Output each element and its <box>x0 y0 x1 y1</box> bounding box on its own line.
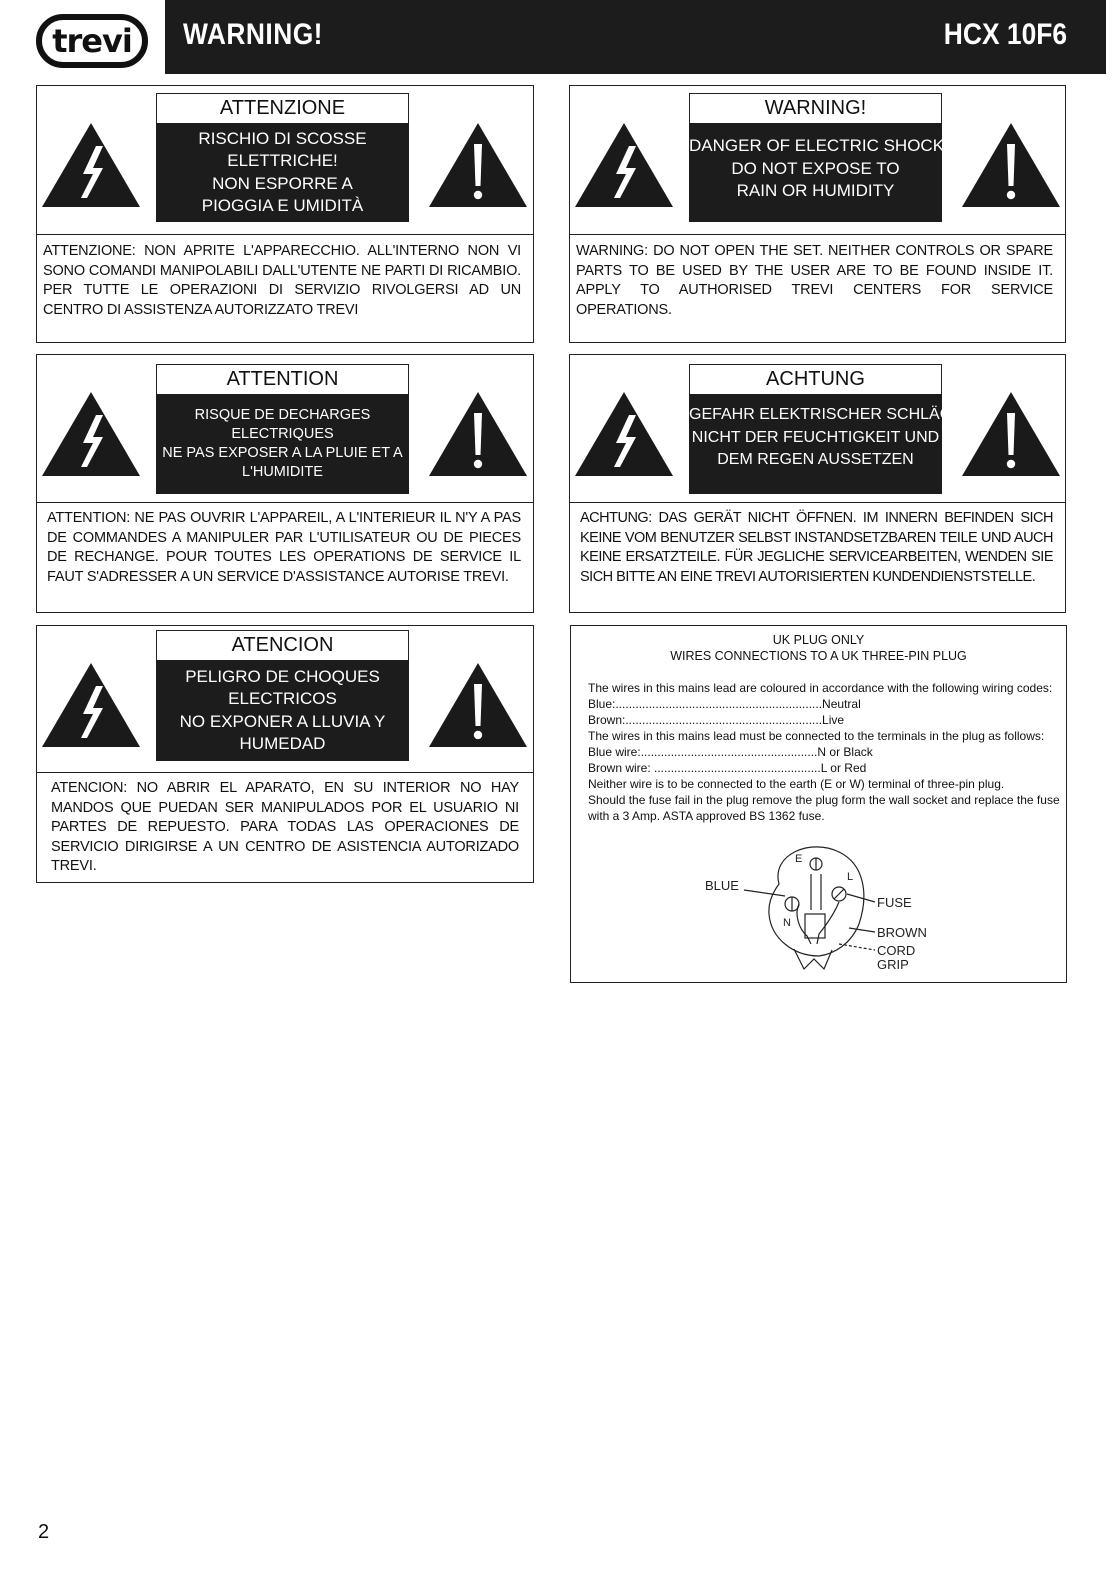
label-neutral: N <box>783 917 791 929</box>
label-line: PIOGGIA E UMIDITÀ <box>201 196 364 215</box>
uk-plug-subtitle: WIRES CONNECTIONS TO A UK THREE-PIN PLUG <box>670 649 967 663</box>
label-line: NON ESPORRE A <box>212 173 353 193</box>
label-line: ELECTRICOS <box>228 689 337 708</box>
warning-text: ATENCION: NO ABRIR EL APARATO, EN SU INTERIOR NO HAY MANDOS QUE PUEDAN SER MANIPULADOS POR EL USUARIO NI PARTES DE REPUESTO. PARA TODAS LAS OPERACIONES DE SERVICIO DIRIGIRSE A UN CENTRO DE ASISTENCIA AUTORIZADO TREVI. <box>51 780 519 874</box>
warning-text: ATTENZIONE: NON APRITE L'APPARECCHIO. ALL'INTERNO NON VI SONO COMANDI MANIPOLABILI DALL'UTENTE NE PARTI DI RICAMBIO. PER TUTTE LE OPERAZIONI DI SERVIZIO RIVOLGERSI AD UN CENTRO DI ASSISTENZA AUTORIZZATO TREVI <box>43 243 521 318</box>
exclamation-warning-icon <box>428 122 528 208</box>
divider <box>570 502 1065 503</box>
page-number: 2 <box>38 1521 50 1543</box>
exclamation-warning-icon <box>428 662 528 748</box>
exclamation-warning-icon <box>428 391 528 477</box>
instruction-line: Brown wire: ..................................................L or Red <box>588 761 867 775</box>
trevi-logo: trevi <box>36 14 148 68</box>
instruction-line: Blue wire:.....................................................N or Black <box>588 745 873 759</box>
label-line: DO NOT EXPOSE TO <box>731 158 900 178</box>
instruction-line: Should the fuse fail in the plug remove the plug form the wall socket and replace the fuse <box>588 793 1060 807</box>
label-line: RISCHIO DI SCOSSE <box>198 128 367 148</box>
label-line: PELIGRO DE CHOQUES <box>185 666 380 686</box>
instruction-line: Brown:...........................................................Live <box>588 713 845 727</box>
label-live: L <box>847 871 854 883</box>
warning-label <box>689 364 963 494</box>
warning-panel-italian <box>36 85 534 343</box>
label-line: RISQUE DE DECHARGES <box>194 407 371 423</box>
warning-panel-german <box>569 354 1066 613</box>
label-line: RAIN OR HUMIDITY <box>736 181 895 200</box>
wiring-instructions <box>588 680 1060 824</box>
label-line: DEM REGEN AUSSETZEN <box>717 451 914 468</box>
uk-plug-title: UK PLUG ONLY <box>772 633 865 647</box>
electric-shock-warning-icon <box>574 122 674 208</box>
warning-text: WARNING: DO NOT OPEN THE SET. NEITHER CONTROLS OR SPARE PARTS TO BE USED BY THE USER ARE TO BE FOUND INSIDE IT. APPLY TO AUTHORISED TREVI CENTERS FOR SERVICE OPERATIONS. <box>576 243 1053 318</box>
electric-shock-warning-icon <box>574 391 674 477</box>
instruction-line: Neither wire is to be connected to the earth (E or W) terminal of three-pin plug. <box>588 777 1005 791</box>
page-title: WARNING! <box>183 18 323 51</box>
warning-label <box>156 630 409 761</box>
instruction-line: The wires in this mains lead must be connected to the terminals in the plug as follows: <box>588 729 1045 743</box>
warning-label <box>689 93 949 222</box>
uk-plug-panel <box>570 625 1067 983</box>
label-line: DANGER OF ELECTRIC SHOCK! <box>689 136 949 155</box>
instruction-line: Blue:..............................................................Neutral <box>588 697 861 711</box>
plug-wiring-diagram <box>699 844 959 974</box>
exclamation-warning-icon <box>961 391 1061 477</box>
electric-shock-warning-icon <box>41 122 141 208</box>
label-title: ATTENZIONE <box>156 93 409 123</box>
exclamation-warning-icon <box>961 122 1061 208</box>
label-line: ELETTRICHE! <box>227 151 338 170</box>
label-line: L'HUMIDITE <box>242 464 323 480</box>
label-title: WARNING! <box>689 93 942 123</box>
model-number: HCX 10F6 <box>943 18 1067 51</box>
instruction-line: with a 3 Amp. ASTA approved BS 1362 fuse. <box>588 809 825 823</box>
label-line: GEFAHR ELEKTRISCHER SCHLÄGE <box>689 406 963 423</box>
electric-shock-warning-icon <box>41 662 141 748</box>
warning-panel-french <box>36 354 534 613</box>
warning-label <box>156 93 409 222</box>
label-line: HUMEDAD <box>239 734 326 753</box>
divider <box>570 234 1065 235</box>
label-earth: E <box>795 853 803 865</box>
label-blue: BLUE <box>705 878 739 893</box>
label-brown: BROWN <box>877 925 927 940</box>
divider <box>37 234 533 235</box>
label-line: ELECTRIQUES <box>231 426 334 442</box>
electric-shock-warning-icon <box>41 391 141 477</box>
label-fuse: FUSE <box>877 895 912 910</box>
label-line: NO EXPONER A LLUVIA Y <box>179 711 386 731</box>
label-grip: GRIP <box>877 957 909 972</box>
label-title: ATENCION <box>156 630 409 660</box>
warning-label <box>156 364 409 494</box>
divider <box>37 772 533 773</box>
label-cord: CORD <box>877 943 916 958</box>
warning-panel-english <box>569 85 1066 343</box>
label-line: NICHT DER FEUCHTIGKEIT UND <box>691 428 940 446</box>
instruction-line: The wires in this mains lead are coloured in accordance with the following wiring codes: <box>588 681 1053 695</box>
label-line: NE PAS EXPOSER A LA PLUIE ET A <box>162 445 403 461</box>
label-title: ACHTUNG <box>689 364 942 394</box>
label-title: ATTENTION <box>156 364 409 394</box>
divider <box>37 502 533 503</box>
page-header <box>0 0 1119 75</box>
warning-text: ACHTUNG: DAS GERÄT NICHT ÖFFNEN. IM INNERN BEFINDEN SICH KEINE VOM BENUTZER SELBST INSTANDSETZBAREN TEILE UND AUCH KEINE ERSATZTEILE. FÜR JEGLICHE SERVICEARBEITEN, WENDEN SIE SICH BITTE AN EINE TREVI AUTORISIERTEN KUNDENDIENSTSTELLE. <box>580 510 1053 585</box>
warning-panel-spanish <box>36 625 534 883</box>
warning-text: ATTENTION: NE PAS OUVRIR L'APPAREIL, A L'INTERIEUR IL N'Y A PAS DE COMMANDES A MANIPULER PAR L'UTILISATEUR OU DE PIECES DE RECHANGE. POUR TOUTES LES OPERATIONS DE SERVICE IL FAUT S'ADRESSER A UN SERVICE D'ASSISTANCE AUTORISE TREVI. <box>47 510 521 585</box>
